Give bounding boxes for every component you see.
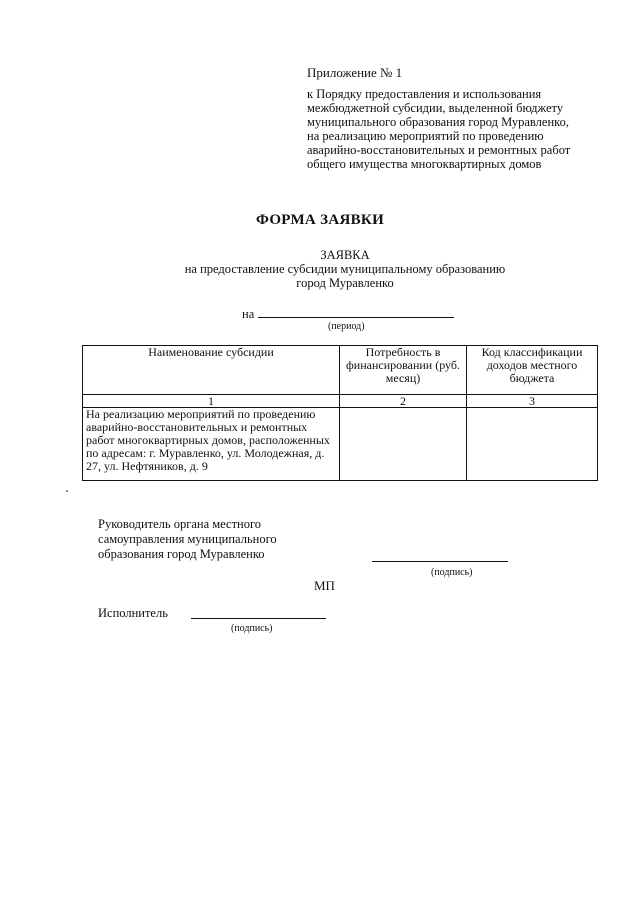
column-number-2: 2 bbox=[340, 395, 467, 408]
scan-speck bbox=[66, 490, 68, 492]
executor-signature-line bbox=[191, 618, 326, 619]
signer-line-3: образования город Муравленко bbox=[98, 547, 265, 561]
request-line-2: город Муравленко bbox=[296, 276, 394, 290]
appendix-line-3: муниципального образования город Муравленко, bbox=[307, 115, 569, 129]
period-caption: (период) bbox=[328, 321, 365, 332]
appendix-line-4: на реализацию мероприятий по проведению bbox=[307, 129, 544, 143]
column-number-3: 3 bbox=[467, 395, 598, 408]
subsidy-table bbox=[82, 345, 598, 481]
appendix-line-6: общего имущества многоквартирных домов bbox=[307, 157, 542, 171]
request-title: ЗАЯВКА bbox=[320, 248, 370, 262]
period-prefix: на bbox=[242, 307, 255, 321]
signer-signature-caption: (подпись) bbox=[431, 567, 473, 578]
signer-line-2: самоуправления муниципального bbox=[98, 532, 277, 546]
request-heading bbox=[0, 248, 640, 290]
header-classification-code: Код классификации доходов местного бюджета bbox=[467, 346, 598, 395]
appendix-title: Приложение № 1 bbox=[307, 65, 403, 80]
signer-block bbox=[98, 517, 277, 562]
appendix-line-5: аварийно-восстановительных и ремонтных работ bbox=[307, 143, 571, 157]
period-field bbox=[242, 306, 454, 322]
period-underline bbox=[258, 306, 454, 318]
executor-label: Исполнитель bbox=[98, 606, 168, 620]
request-line-1: на предоставление субсидии муниципальному образованию bbox=[184, 262, 506, 276]
header-financing-need: Потребность в финансировании (руб. месяц) bbox=[340, 346, 467, 395]
executor-signature-caption: (подпись) bbox=[231, 623, 273, 634]
cell-subsidy-name: На реализацию мероприятий по проведению аварийно-восстановительных и ремонтных работ многоквартирных домов, расположенных по адресам: г. Муравленко, ул. Молодежная, д. 27, ул. Нефтяников, д. 9 bbox=[83, 408, 340, 481]
appendix-line-2: межбюджетной субсидии, выделенной бюджету bbox=[307, 101, 564, 115]
signer-line-1: Руководитель органа местного bbox=[98, 517, 262, 531]
table-row bbox=[83, 408, 598, 481]
table-column-numbers-row bbox=[83, 395, 598, 408]
table-header-row bbox=[83, 346, 598, 395]
form-title: ФОРМА ЗАЯВКИ bbox=[255, 212, 385, 228]
cell-financing-need bbox=[340, 408, 467, 481]
seal-mark: МП bbox=[314, 578, 335, 593]
column-number-1: 1 bbox=[83, 395, 340, 408]
signer-signature-line bbox=[372, 561, 508, 562]
appendix-block bbox=[307, 66, 570, 171]
header-subsidy-name: Наименование субсидии bbox=[83, 346, 340, 395]
cell-classification-code bbox=[467, 408, 598, 481]
appendix-line-1: к Порядку предоставления и использования bbox=[307, 87, 542, 101]
